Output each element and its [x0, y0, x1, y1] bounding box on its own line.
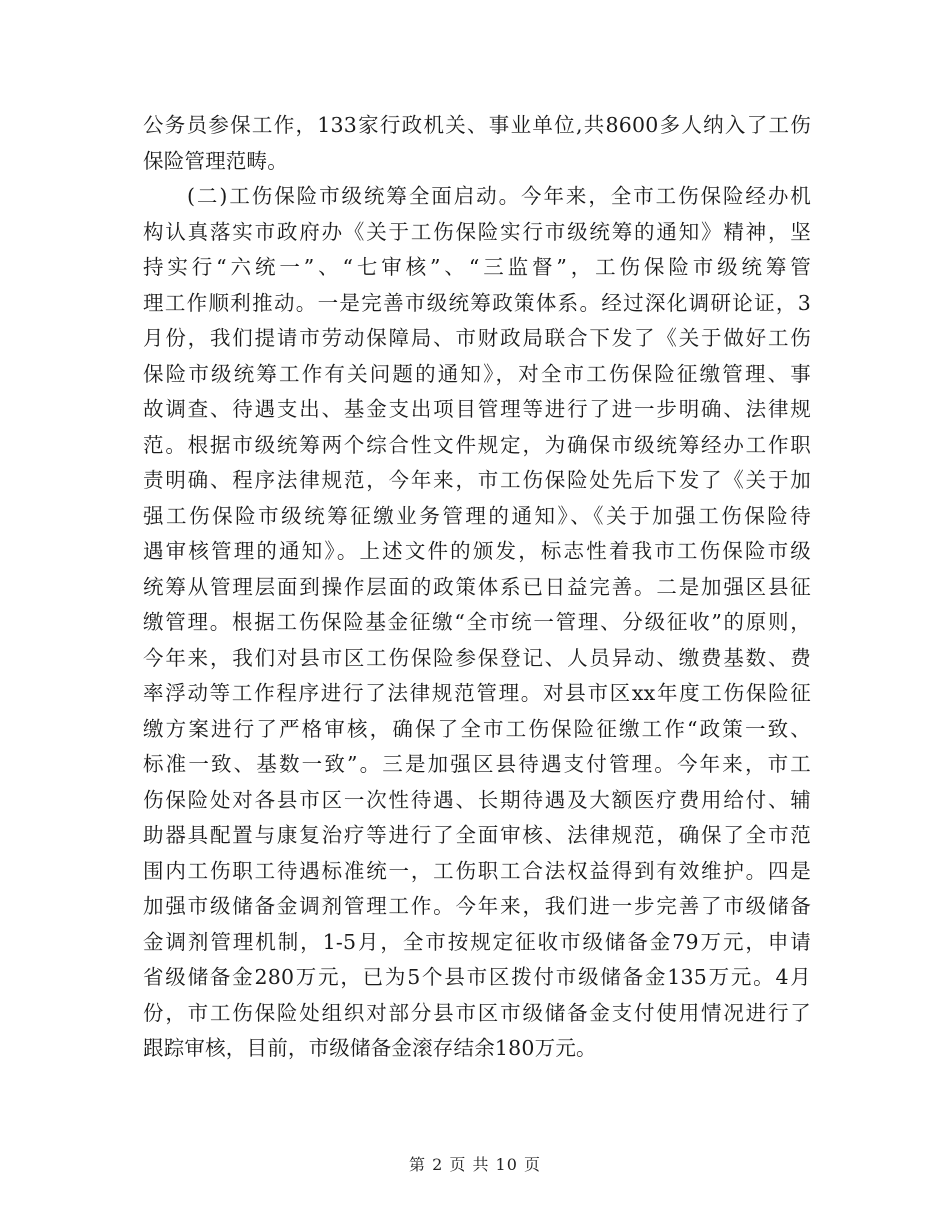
page-number-footer: 第 2 页 共 10 页	[409, 1155, 541, 1174]
text-line: 省级储备金280万元，已为5个县市区拨付市级储备金135万元。4月	[143, 965, 811, 989]
text-line: 月份，我们提请市劳动保障局、市财政局联合下发了《关于做好工伤	[143, 326, 811, 350]
text-line: 加强市级储备金调剂管理工作。今年来，我们进一步完善了市级储备	[143, 894, 811, 918]
text-line: 持实行“六统一”、“七审核”、“三监督”，工伤保险市级统筹管	[143, 255, 811, 279]
text-line: 缴方案进行了严格审核，确保了全市工伤保险征缴工作“政策一致、	[143, 716, 811, 741]
text-line: 份，市工伤保险处组织对部分县市区市级储备金支付使用情况进行了	[143, 1000, 811, 1025]
text-line: 责明确、程序法律规范，今年来，市工伤保险处先后下发了《关于加	[143, 468, 811, 492]
text-line: 跟踪审核，目前，市级储备金滚存结余180万元。	[143, 1036, 597, 1060]
document-body	[143, 108, 811, 1067]
text-line: 公务员参保工作，133家行政机关、事业单位,共8600多人纳入了工伤	[143, 113, 811, 137]
text-line: 标准一致、基数一致”。三是加强区县待遇支付管理。今年来，市工	[143, 752, 811, 776]
text-line: 遇审核管理的通知》。上述文件的颁发，标志性着我市工伤保险市级	[143, 539, 811, 563]
text-line: 助器具配置与康复治疗等进行了全面审核、法律规范，确保了全市范	[143, 823, 811, 847]
text-line: 理工作顺利推动。一是完善市级统筹政策体系。经过深化调研论证，3	[143, 290, 811, 315]
text-line: 保险管理范畴。	[143, 148, 288, 173]
text-line: 构认真落实市政府办《关于工伤保险实行市级统筹的通知》精神，坚	[143, 219, 811, 244]
text-line: 今年来，我们对县市区工伤保险参保登记、人员异动、缴费基数、费	[143, 645, 811, 670]
text-line: 范。根据市级统筹两个综合性文件规定，为确保市级统筹经办工作职	[143, 432, 811, 457]
text-line: 伤保险处对各县市区一次性待遇、长期待遇及大额医疗费用给付、辅	[143, 787, 811, 812]
text-line: 保险市级统筹工作有关问题的通知》，对全市工伤保险征缴管理、事	[143, 361, 811, 386]
text-line: 金调剂管理机制，1-5月，全市按规定征收市级储备金79万元，申请	[143, 929, 811, 954]
text-line: 围内工伤职工待遇标准统一，工伤职工合法权益得到有效维护。四是	[143, 858, 811, 883]
paragraph-start-line: (二)工伤保险市级统筹全面启动。今年来，全市工伤保险经办机	[187, 184, 811, 208]
text-line: 故调查、待遇支出、基金支出项目管理等进行了进一步明确、法律规	[143, 397, 811, 421]
text-line: 缴管理。根据工伤保险基金征缴“全市统一管理、分级征收”的原则，	[143, 610, 811, 634]
text-line: 统筹从管理层面到操作层面的政策体系已日益完善。二是加强区县征	[143, 574, 811, 599]
text-line: 强工伤保险市级统筹征缴业务管理的通知》、《关于加强工伤保险待	[143, 503, 811, 528]
text-line: 率浮动等工作程序进行了法律规范管理。对县市区xx年度工伤保险征	[143, 681, 811, 705]
